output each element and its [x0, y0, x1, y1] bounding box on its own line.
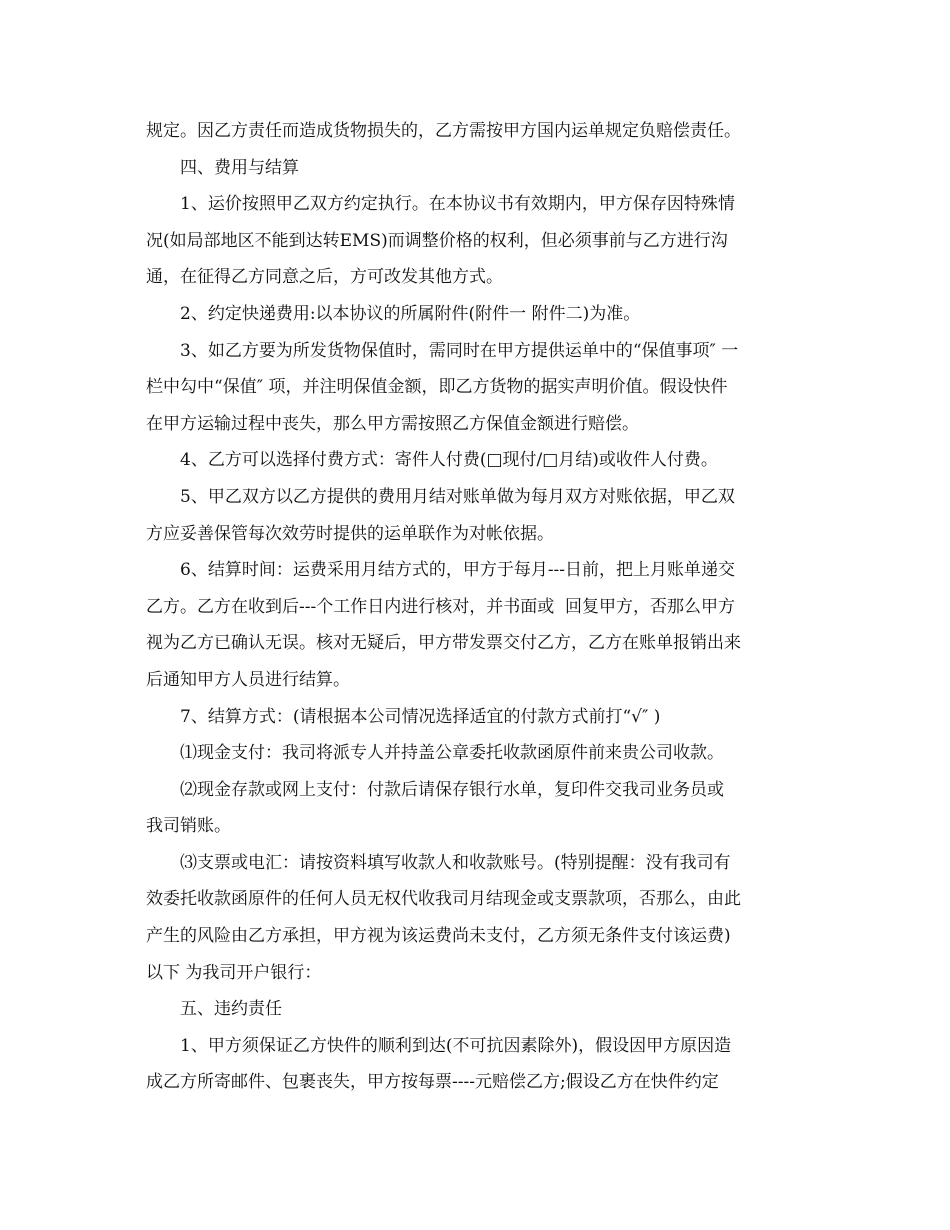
document-text-line: 在甲方运输过程中丧失，那么甲方需按照乙方保值金额进行赔偿。 [146, 413, 639, 434]
document-text-line: 通，在征得乙方同意之后，方可改发其他方式。 [146, 267, 503, 288]
document-text-line: 方应妥善保管每次效劳时提供的运单联作为对帐依据。 [146, 523, 554, 544]
document-text-line: ⑴现金支付：我司将派专人并持盖公章委托收款函原件前来贵公司收款。 [180, 743, 724, 764]
document-text-line: 五、违约责任 [180, 999, 282, 1020]
document-text-line: 4、乙方可以选择付费方式：寄件人付费(□现付/□月结)或收件人付费。 [180, 450, 718, 471]
document-text-line: 视为乙方已确认无误。核对无疑后，甲方带发票交付乙方，乙方在账单报销出来 [146, 633, 741, 654]
document-text-line: 后通知甲方人员进行结算。 [146, 669, 350, 690]
document-text-line: 况(如局部地区不能到达转EMS)而调整价格的权利，但必须事前与乙方进行沟 [146, 230, 728, 251]
document-text-line: 成乙方所寄邮件、包裹丧失，甲方按每票----元赔偿乙方;假设乙方在快件约定 [146, 1072, 719, 1093]
document-text-line: 乙方。乙方在收到后---个工作日内进行核对，并书面或 回复甲方，否那么甲方 [146, 596, 736, 617]
document-text-line: 1、运价按照甲乙双方约定执行。在本协议书有效期内，甲方保存因特殊情 [180, 194, 735, 215]
document-text-line: 7、结算方式：(请根据本公司情况选择适宜的付款方式前打“√″ ) [180, 706, 661, 727]
document-text-line: 3、如乙方要为所发货物保值时，需同时在甲方提供运单中的“保值事项″ 一 [180, 340, 739, 361]
document-text-line: 1、甲方须保证乙方快件的顺利到达(不可抗因素除外)，假设因甲方原因造 [180, 1035, 732, 1056]
document-text-line: ⑵现金存款或网上支付：付款后请保存银行水单，复印件交我司业务员或 [180, 779, 724, 800]
document-text-line: 我司销账。 [146, 816, 231, 837]
document-body [146, 113, 818, 1101]
document-text-line: 以下 为我司开户银行： [146, 962, 322, 983]
document-text-line: 效委托收款函原件的任何人员无权代收我司月结现金或支票款项，否那么，由此 [146, 889, 741, 910]
document-text-line: 栏中勾中“保值″ 项，并注明保值金额，即乙方货物的据实声明价值。假设快件 [146, 377, 728, 398]
document-text-line: 6、结算时间：运费采用月结方式的，甲方于每月---日前，把上月账单递交 [180, 560, 736, 581]
document-text-line: 产生的风险由乙方承担，甲方视为该运费尚未支付，乙方须无条件支付该运费) [146, 926, 731, 947]
document-text-line: 规定。因乙方责任而造成货物损失的，乙方需按甲方国内运单规定负赔偿责任。 [146, 121, 741, 141]
document-text-line: 5、甲乙双方以乙方提供的费用月结对账单做为每月双方对账依据，甲乙双 [180, 486, 735, 507]
document-text-line: 2、约定快递费用:以本协议的所属附件(附件一 附件二)为准。 [180, 303, 641, 324]
document-text-line: ⑶支票或电汇：请按资料填写收款人和收款账号。(特别提醒：没有我司有 [180, 852, 731, 873]
document-text-line: 四、费用与结算 [180, 157, 299, 178]
